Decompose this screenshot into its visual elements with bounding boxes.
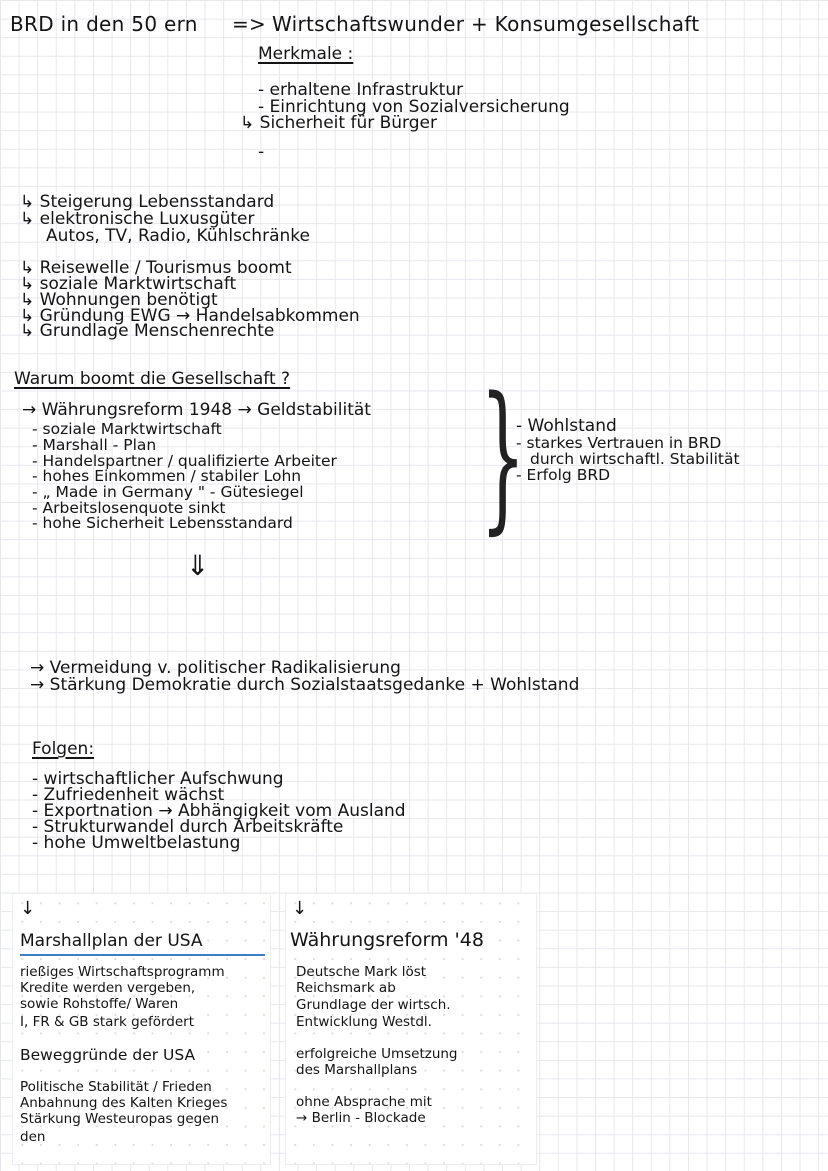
effect-item: ↳ Steigerung Lebensstandard — [20, 192, 275, 212]
marshallplan-subheading: Beweggründe der USA — [20, 1046, 196, 1064]
marshallplan-title-underline — [20, 954, 265, 956]
warum-item: - Marshall - Plan — [32, 436, 157, 454]
marshallplan-reason: Anbahnung des Kalten Krieges — [20, 1095, 228, 1111]
waehrungsreform-detail: erfolgreiche Umsetzung — [296, 1046, 458, 1062]
marshallplan-detail: I, FR & GB stark gefördert — [20, 1014, 195, 1030]
folgen-item: - Exportnation → Abhängigkeit vom Ausland — [32, 801, 406, 821]
waehrungsreform-title: Währungsreform '48 — [290, 929, 484, 951]
warum-main: → Währungsreform 1948 → Geldstabilität — [22, 400, 371, 420]
marshallplan-reason: Politische Stabilität / Frieden — [20, 1079, 212, 1095]
warum-item: - Arbeitslosenquote sinkt — [32, 499, 226, 517]
waehrungsreform-detail: Reichsmark ab — [296, 980, 396, 996]
waehrungsreform-detail: → Berlin - Blockade — [296, 1110, 426, 1126]
marshallplan-reason: den — [20, 1129, 46, 1145]
folgen-heading: Folgen: — [32, 739, 95, 759]
title-arrow: => — [232, 12, 267, 36]
page-title-left: BRD in den 50 ern — [10, 12, 198, 36]
merkmale-heading: Merkmale : — [258, 44, 354, 64]
waehrungsreform-detail: Entwicklung Westdl. — [296, 1014, 432, 1030]
consequence-item: → Vermeidung v. politischer Radikalisierung — [30, 658, 401, 678]
brace-symbol: } — [480, 362, 526, 549]
warum-heading: Warum boomt die Gesellschaft ? — [14, 369, 291, 389]
consequence-item: → Stärkung Demokratie durch Sozialstaatsgedanke + Wohlstand — [30, 675, 580, 695]
waehrungsreform-detail: Deutsche Mark löst — [296, 964, 427, 980]
effect-item: Autos, TV, Radio, Kühlschränke — [46, 226, 310, 246]
warum-item: - Handelspartner / qualifizierte Arbeiter — [32, 452, 337, 470]
marshallplan-detail: sowie Rohstoffe/ Waren — [20, 996, 179, 1012]
down-arrow-icon: ↓ — [20, 898, 36, 919]
merkmale-item: - erhaltene Infrastruktur — [258, 80, 464, 100]
effect-item: ↳ elektronische Luxusgüter — [20, 209, 255, 229]
folgen-item: - wirtschaftlicher Aufschwung — [32, 769, 284, 789]
warum-result: durch wirtschaftl. Stabilität — [530, 450, 740, 468]
merkmale-item: - Einrichtung von Sozialversicherung — [258, 97, 570, 117]
effect-item: ↳ Gründung EWG → Handelsabkommen — [20, 306, 360, 326]
warum-result: - starkes Vertrauen in BRD — [516, 434, 722, 452]
warum-result: - Erfolg BRD — [516, 466, 611, 484]
effect-item: ↳ soziale Marktwirtschaft — [20, 274, 237, 294]
effect-item: ↳ Reisewelle / Tourismus boomt — [20, 258, 292, 278]
effect-item: ↳ Grundlage Menschenrechte — [20, 321, 275, 341]
warum-item: - hohes Einkommen / stabiler Lohn — [32, 467, 302, 485]
waehrungsreform-detail: ohne Absprache mit — [296, 1094, 432, 1110]
marshallplan-reason: Stärkung Westeuropas gegen — [20, 1111, 220, 1127]
waehrungsreform-detail: Grundlage der wirtsch. — [296, 997, 451, 1013]
marshallplan-detail: Kredite werden vergeben, — [20, 980, 196, 996]
down-arrow-icon: ↓ — [292, 898, 308, 919]
warum-result: - Wohlstand — [516, 416, 617, 436]
marshallplan-detail: rießiges Wirtschaftsprogramm — [20, 964, 225, 980]
double-down-arrow: ⇓ — [186, 549, 210, 582]
marshallplan-title: Marshallplan der USA — [20, 931, 203, 951]
merkmale-item: - — [258, 142, 265, 162]
warum-item: - „ Made in Germany " - Gütesiegel — [32, 483, 304, 501]
warum-item: - hohe Sicherheit Lebensstandard — [32, 514, 293, 532]
warum-item: - soziale Marktwirtschaft — [32, 420, 222, 438]
folgen-item: - Zufriedenheit wächst — [32, 785, 225, 805]
effect-item: ↳ Wohnungen benötigt — [20, 290, 218, 310]
merkmale-item: ↳ Sicherheit für Bürger — [240, 113, 437, 133]
page-title-right: Wirtschaftswunder + Konsumgesellschaft — [272, 12, 700, 36]
waehrungsreform-detail: des Marshallplans — [296, 1062, 418, 1078]
folgen-item: - hohe Umweltbelastung — [32, 833, 241, 853]
folgen-item: - Strukturwandel durch Arbeitskräfte — [32, 817, 344, 837]
